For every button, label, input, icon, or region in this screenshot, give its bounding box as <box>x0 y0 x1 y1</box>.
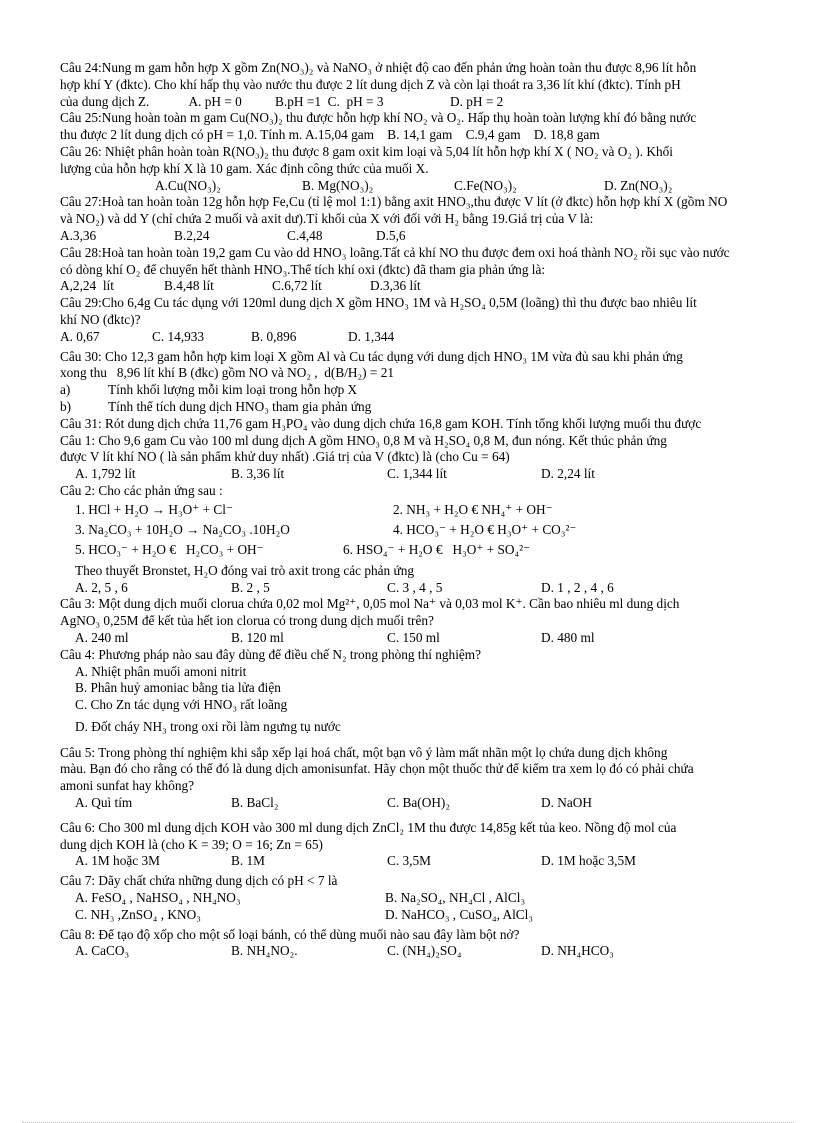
reaction-4: 4. HCO₃⁻ + H₂O € H₃O⁺ + CO₃²⁻ <box>393 521 577 537</box>
question-text: Câu 4: Phương pháp nào sau đây dùng để điều chế N₂ trong phòng thí nghiệm? <box>60 646 482 662</box>
answer-d: D.3,36 lít <box>370 278 421 294</box>
answer-d: D. NaOH <box>541 795 592 811</box>
answer-c: C.Fe(NO₃)₂ <box>454 177 517 193</box>
answer-b: B. 1M <box>231 853 265 869</box>
question-text: xong thu 8,96 lít khí B (đkc) gồm NO và NO₂ , d(B/H₂) = 21 <box>60 365 395 381</box>
question-1 <box>60 433 772 483</box>
question-text: màu. Bạn đó cho rằng có thể đó là dung dịch amonisunfat. Hãy chọn một thuốc thử để kiểm tra xem lọ đó có phải chứa <box>60 761 694 777</box>
sub-a-text: Tính khối lượng mỗi kim loại trong hỗn hợp X <box>108 382 358 398</box>
question-26 <box>60 144 772 194</box>
answer-b: B. Na₂SO₄, NH₄Cl , AlCl₃ <box>385 890 526 906</box>
question-28 <box>60 245 772 295</box>
question-text: Theo thuyết Bronstet, H₂O đóng vai trò axit trong các phản ứng <box>75 562 415 578</box>
question-text: hợp khí Y (đktc). Cho khí hấp thụ vào nước thu được 2 lít dung dịch Z và còn lại thoát ra 3,36 lít khí (đktc). Tính pH <box>60 76 681 92</box>
answer-c: C. NH₃ ,ZnSO₄ , KNO₃ <box>75 906 201 922</box>
answer-b: B. 120 ml <box>231 629 284 645</box>
question-24 <box>60 60 772 110</box>
answer-c: C.6,72 lít <box>272 278 322 294</box>
sub-b-text: Tính thể tích dung dịch HNO₃ tham gia phản ứng <box>108 398 372 414</box>
question-6 <box>60 820 772 870</box>
question-30 <box>60 349 772 416</box>
answer-b: B. Phân huỷ amoniac bằng tia lửa điện <box>75 680 281 696</box>
document-page <box>60 60 772 960</box>
question-text: thu được 2 lít dung dịch có pH = 1,0. Tính m. A.15,04 gam B. 14,1 gam C.9,4 gam D. 18,8 gam <box>60 127 600 143</box>
answer-a: A. FeSO₄ , NaHSO₄ , NH₄NO₃ <box>75 890 241 906</box>
answer-a: A. 240 ml <box>75 629 129 645</box>
question-4 <box>60 647 772 736</box>
answer-d: D. 1M hoặc 3,5M <box>541 853 636 869</box>
question-text: của dung dịch Z. A. pH = 0 B.pH =1 C. pH = 3 D. pH = 2 <box>60 93 504 109</box>
answer-a: A.Cu(NO₃)₂ <box>155 177 221 193</box>
question-text: Câu 7: Dãy chất chứa những dung dịch có pH < 7 là <box>60 873 338 889</box>
question-8 <box>60 927 772 961</box>
question-31 <box>60 416 772 433</box>
question-text: Câu 3: Một dung dịch muối clorua chứa 0,02 mol Mg²⁺, 0,05 mol Na⁺ và 0,03 mol K⁺. Cần bao nhiêu ml dung dịch <box>60 596 680 612</box>
answer-a: A. Quì tím <box>75 795 133 811</box>
answer-d: D. 2,24 lít <box>541 466 595 482</box>
question-text: Câu 31: Rót dung dịch chứa 11,76 gam H₃PO₄ vào dung dịch chứa 16,8 gam KOH. Tính tổng khối lượng muối thu được <box>60 415 702 431</box>
question-text: Câu 29:Cho 6,4g Cu tác dụng với 120ml dung dịch X gồm HNO₃ 1M và H₂SO₄ 0,5M (loãng) thì thu được bao nhiêu lít <box>60 295 697 311</box>
reaction-5: 5. HCO₃⁻ + H₂O € H₂CO₃ + OH⁻ <box>75 541 264 557</box>
answer-d: D. NH₄HCO₃ <box>541 943 614 959</box>
question-text: Câu 26: Nhiệt phân hoàn toàn R(NO₃)₂ thu được 8 gam oxit kim loại và 5,04 lít hỗn hợp khí X ( NO₂ và O₂ ). Khối <box>60 143 673 159</box>
answer-a: A.3,36 <box>60 227 97 243</box>
answer-a: A. 1,792 lít <box>75 466 136 482</box>
answer-d: D. Zn(NO₃)₂ <box>604 177 673 193</box>
question-text: amoni sunfat hay không? <box>60 778 195 794</box>
answer-a: A. 1M hoặc 3M <box>75 853 160 869</box>
question-text: Câu 28:Hoà tan hoàn toàn 19,2 gam Cu vào dd HNO₃ loãng.Tất cả khí NO thu được đem oxi hoá thành NO₂ rồi sục vào nước <box>60 244 730 260</box>
answer-d: D. Đốt cháy NH₃ trong oxi rồi làm ngưng tụ nước <box>75 718 341 734</box>
answer-c: C. 150 ml <box>387 629 440 645</box>
question-text: và NO₂) và dd Y (chỉ chứa 2 muối và axit dư).Tỉ khối của X với đối với H₂ bằng 19.Giá trị của V là: <box>60 211 594 227</box>
answer-c: C. 3,5M <box>387 853 431 869</box>
question-text: lượng của hỗn hợp khí X là 10 gam. Xác định công thức của muối X. <box>60 160 429 176</box>
answer-a: A. CaCO₃ <box>75 943 130 959</box>
question-text: AgNO₃ 0,25M để kết tủa hết ion clorua có trong dung dịch muối trên? <box>60 613 434 629</box>
answer-b: B. NH₄NO₂. <box>231 943 298 959</box>
answer-c: C. Cho Zn tác dụng với HNO₃ rất loãng <box>75 697 288 713</box>
answer-b: B. BaCl₂ <box>231 795 279 811</box>
question-text: Câu 8: Để tạo độ xốp cho một số loại bánh, có thể dùng muối nào sau đây làm bột nở? <box>60 926 520 942</box>
question-text: Câu 6: Cho 300 ml dung dịch KOH vào 300 ml dung dịch ZnCl₂ 1M thu được 14,85g kết tủa keo. Nồng độ mol của <box>60 819 677 835</box>
answer-c: C.4,48 <box>287 227 323 243</box>
answer-a: A. 0,67 <box>60 328 100 344</box>
answer-c: C. Ba(OH)₂ <box>387 795 450 811</box>
answer-d: D. 1 , 2 , 4 , 6 <box>541 579 614 595</box>
answer-b: B. 2 , 5 <box>231 579 270 595</box>
answer-b: B. Mg(NO₃)₂ <box>302 177 374 193</box>
answer-a: A,2,24 lít <box>60 278 114 294</box>
answer-c: C. (NH₄)₂SO₄ <box>387 943 462 959</box>
question-text: Câu 25:Nung hoàn toàn m gam Cu(NO₃)₂ thu được hỗn hợp khí NO₂ và O₂. Hấp thụ hoàn toàn lượng khí đó bằng nước <box>60 110 697 126</box>
reaction-1: 1. HCl + H₂O → H₃O⁺ + Cl⁻ <box>75 501 233 517</box>
question-5 <box>60 745 772 812</box>
question-text: được V lít khí NO ( là sản phẩm khử duy nhất) .Giá trị của V (đktc) là (cho Cu = 64) <box>60 449 510 465</box>
answer-c: C. 14,933 <box>152 328 205 344</box>
answer-d: D.5,6 <box>376 227 406 243</box>
answer-b: B.2,24 <box>174 227 210 243</box>
sub-b-label: b) <box>60 398 72 414</box>
question-text: Câu 5: Trong phòng thí nghiệm khi sắp xếp lại hoá chất, một bạn vô ý làm mất nhãn một lọ chứa dung dịch không <box>60 744 668 760</box>
sub-a-label: a) <box>60 382 71 398</box>
reaction-6: 6. HSO₄⁻ + H₂O € H₃O⁺ + SO₄²⁻ <box>343 541 531 557</box>
question-text: dung dịch KOH là (cho K = 39; O = 16; Zn = 65) <box>60 836 323 852</box>
question-2 <box>60 483 772 596</box>
question-text: Câu 24:Nung m gam hỗn hợp X gồm Zn(NO₃)₂ và NaNO₃ ở nhiệt độ cao đến phản ứng hoàn toàn thu được 8,96 lít hỗn <box>60 60 697 75</box>
question-text: Câu 1: Cho 9,6 gam Cu vào 100 ml dung dịch A gồm HNO₃ 0,8 M và H₂SO₄ 0,8 M, đun nóng. Kết thúc phản ứng <box>60 432 667 448</box>
question-29 <box>60 295 772 345</box>
answer-a: A. Nhiệt phân muối amoni nitrit <box>75 663 247 679</box>
answer-b: B. 0,896 <box>251 328 297 344</box>
answer-d: D. 480 ml <box>541 629 595 645</box>
reaction-2: 2. NH₃ + H₂O € NH₄⁺ + OH⁻ <box>393 501 553 517</box>
question-25 <box>60 110 772 144</box>
question-text: có dòng khí O₂ để chuyển hết thành HNO₃.Thể tích khí oxi (đktc) đã tham gia phản ứng là: <box>60 261 546 277</box>
question-text: khí NO (đktc)? <box>60 311 141 327</box>
answer-d: D. 1,344 <box>348 328 395 344</box>
question-text: Câu 2: Cho các phản ứng sau : <box>60 482 223 498</box>
question-text: Câu 27:Hoà tan hoàn toàn 12g hỗn hợp Fe,Cu (tỉ lệ mol 1:1) bằng axit HNO₃,thu được V lít (ở đktc) hỗn hợp khí X (gồm NO <box>60 194 728 210</box>
answer-c: C. 3 , 4 , 5 <box>387 579 443 595</box>
answer-a: A. 2, 5 , 6 <box>75 579 128 595</box>
question-27 <box>60 194 772 244</box>
question-text: Câu 30: Cho 12,3 gam hỗn hợp kim loại X gồm Al và Cu tác dụng với dung dịch HNO₃ 1M vừa đủ sau khi phản ứng <box>60 348 683 364</box>
answer-d: D. NaHCO₃ , CuSO₄, AlCl₃ <box>385 906 533 922</box>
reaction-3: 3. Na₂CO₃ + 10H₂O → Na₂CO₃ .10H₂O <box>75 521 290 537</box>
question-3 <box>60 596 772 646</box>
question-7 <box>60 873 772 923</box>
answer-b: B. 3,36 lít <box>231 466 285 482</box>
answer-b: B.4,48 lít <box>164 278 214 294</box>
answer-c: C. 1,344 lít <box>387 466 447 482</box>
